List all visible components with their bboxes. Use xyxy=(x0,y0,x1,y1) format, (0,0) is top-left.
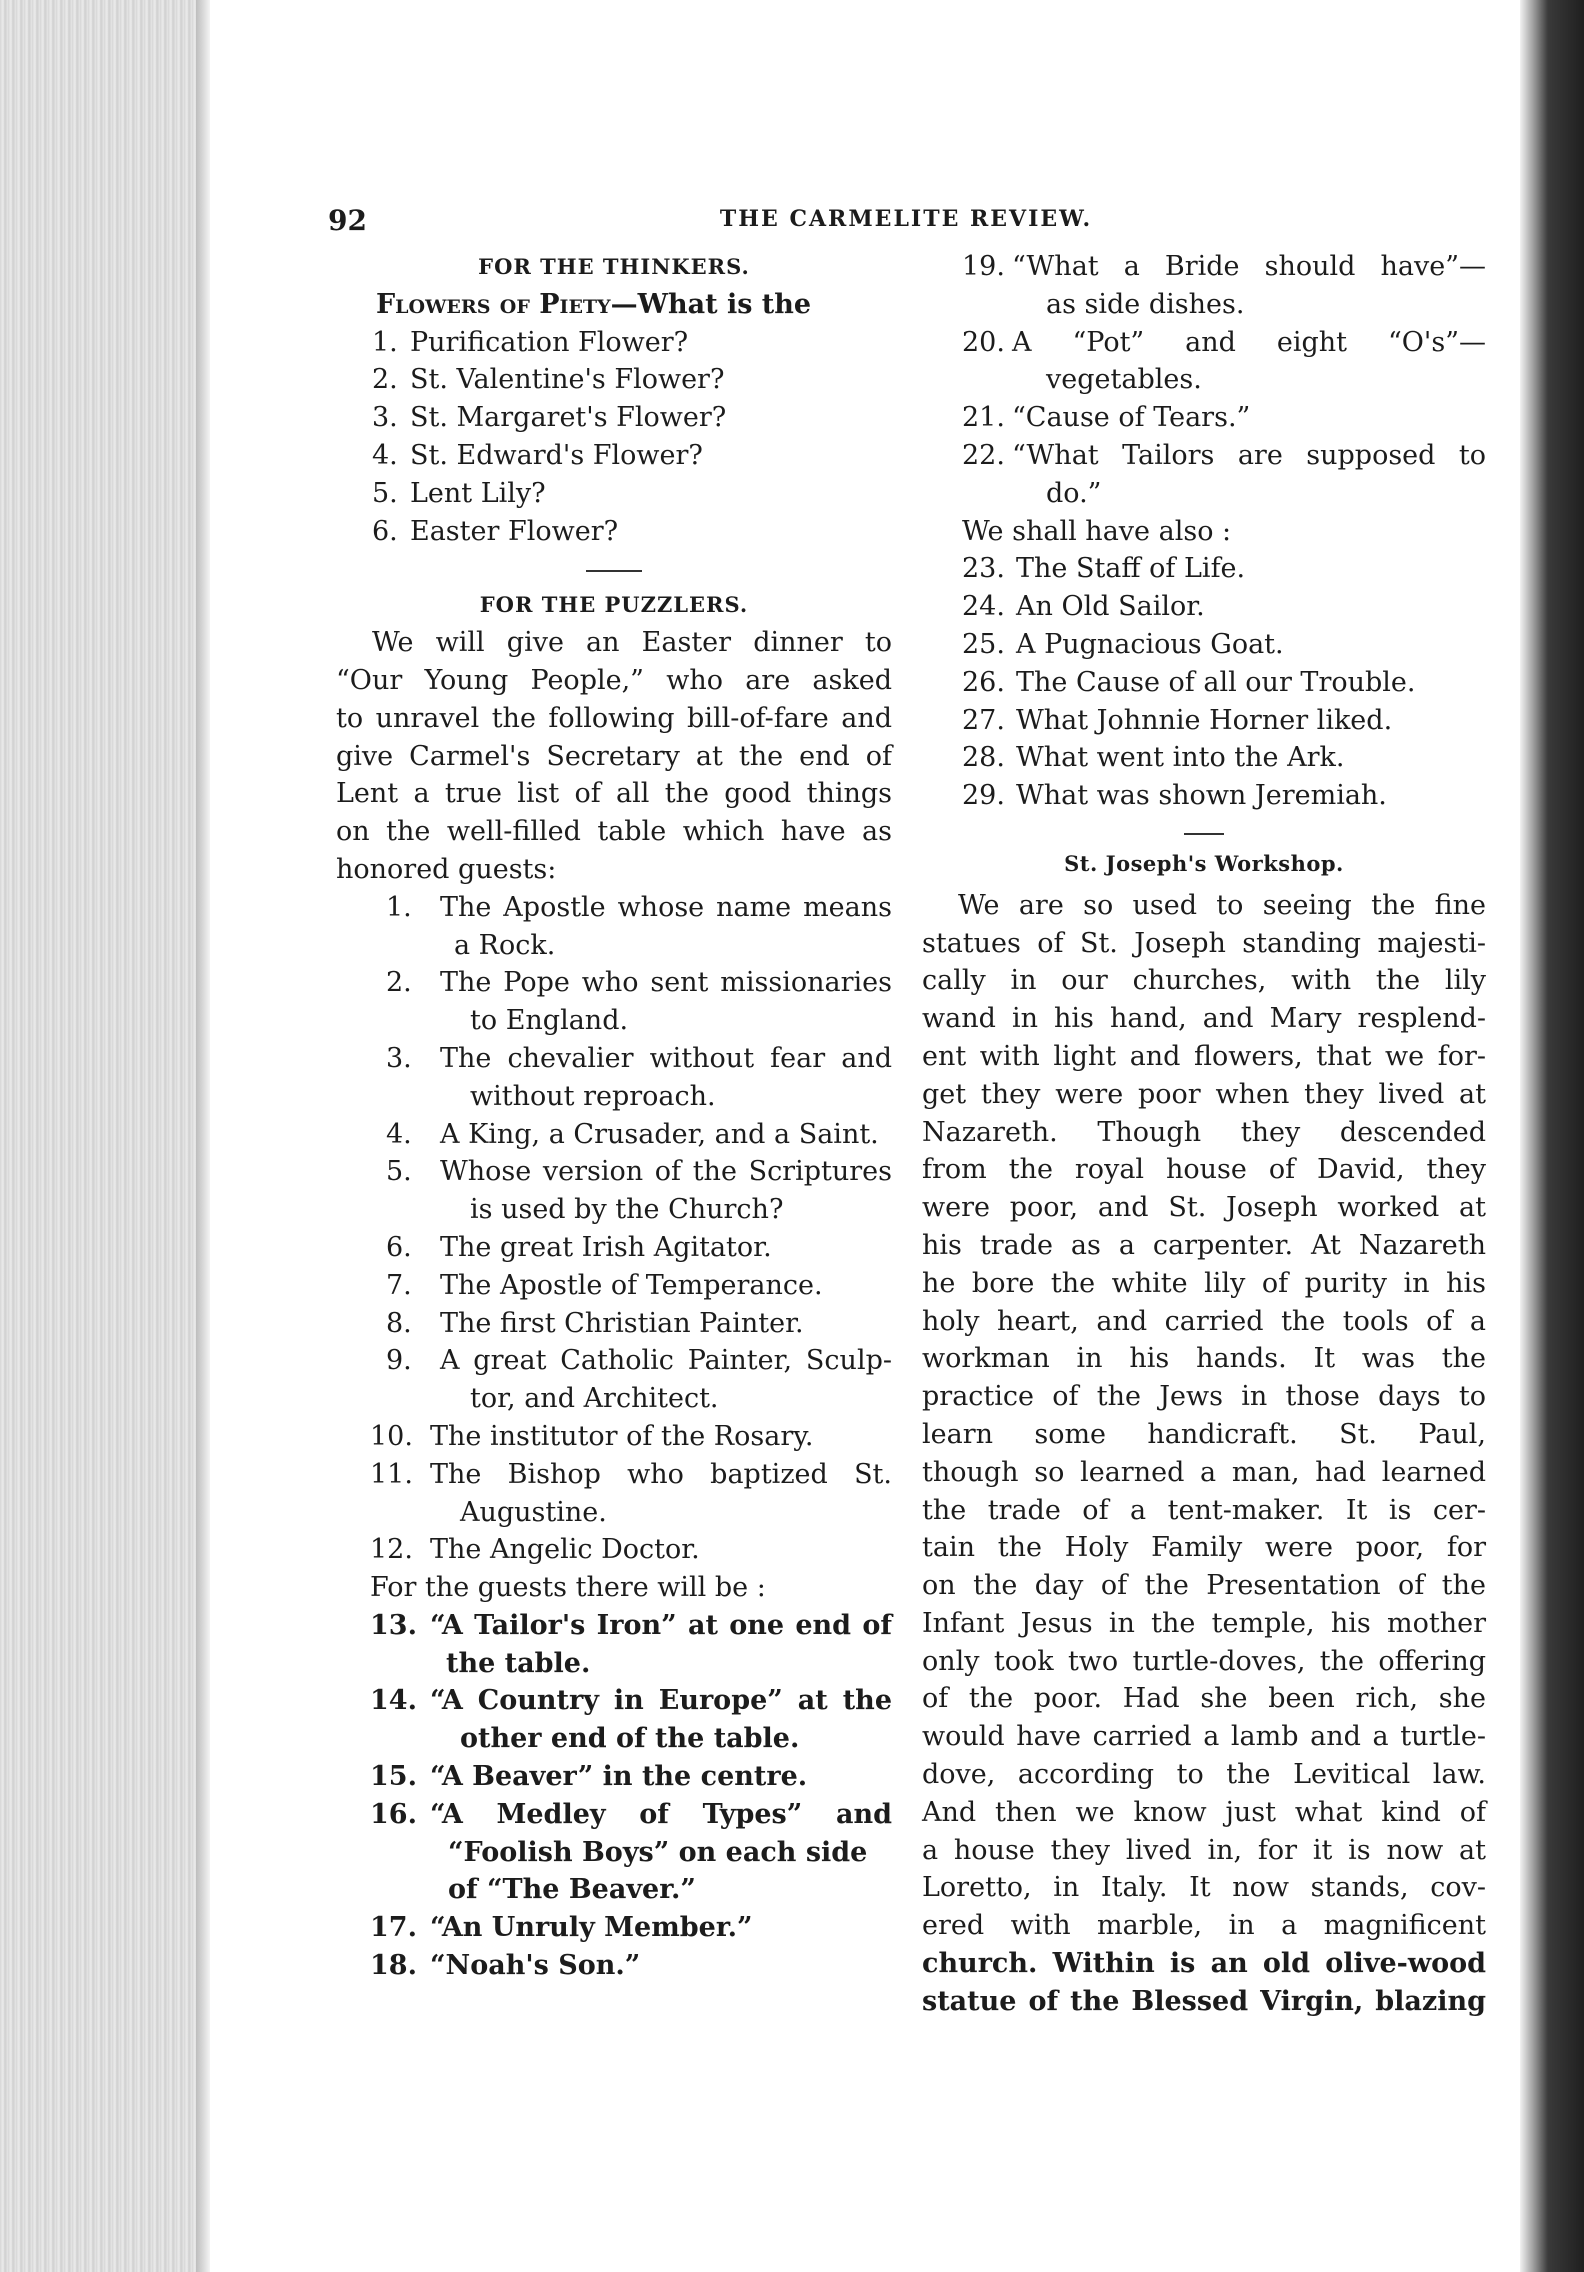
item-number: 21. xyxy=(962,402,1005,434)
list-item xyxy=(386,1342,892,1418)
item-text: A Pugnacious Goat. xyxy=(1016,628,1284,660)
text-line: And then we know just what kind of xyxy=(922,1796,1486,1828)
list-item xyxy=(370,1796,892,1909)
item-text: other end of the table. xyxy=(460,1723,800,1755)
item-number: 13. xyxy=(370,1609,417,1641)
item-number: 2. xyxy=(372,364,398,396)
text-line: ent with light and flowers, that we for- xyxy=(922,1040,1486,1072)
item-text: “Cause of Tears.” xyxy=(1012,402,1251,434)
item-text: What Johnnie Horner liked. xyxy=(1016,704,1393,736)
list-item xyxy=(386,1040,892,1116)
text-line: the trade of a tent-maker. It is cer- xyxy=(922,1494,1486,1526)
text-line: church. Within is an old olive-wood xyxy=(922,1948,1486,1980)
list-item xyxy=(386,1153,892,1229)
list-item xyxy=(370,1682,892,1758)
text-line: wand in his hand, and Mary resplend- xyxy=(922,1003,1486,1035)
dishes-list xyxy=(336,1607,892,1985)
item-text: is used by the Church? xyxy=(470,1194,784,1226)
item-number: 6. xyxy=(386,1231,412,1263)
text-line: ered with marble, in a magnificent xyxy=(922,1910,1486,1942)
item-text: A King, a Crusader, and a Saint. xyxy=(440,1118,879,1150)
dishes-list-continued xyxy=(922,248,1486,513)
list-item xyxy=(336,361,892,399)
text-line: holy heart, and carried the tools of a xyxy=(922,1305,1486,1337)
text-line: though so learned a man, had learned xyxy=(922,1456,1486,1488)
book-page-edges xyxy=(0,0,206,2272)
item-text: Whose version of the Scriptures xyxy=(440,1156,892,1188)
item-text: The Cause of all our Trouble. xyxy=(1016,666,1416,698)
item-text: “A Country in Europe” at the xyxy=(430,1685,892,1717)
item-number: 19. xyxy=(962,251,1005,282)
page-number: 92 xyxy=(328,204,367,237)
item-text: “What Tailors are supposed to xyxy=(1012,439,1486,471)
text-line: from the royal house of David, they xyxy=(922,1154,1486,1186)
list-item xyxy=(336,475,892,513)
item-text: The first Christian Painter. xyxy=(440,1307,804,1339)
text-line: a house they lived in, for it is now at xyxy=(922,1834,1486,1866)
item-number: 22. xyxy=(962,439,1005,471)
thinkers-intro-title: Flowers of Piety xyxy=(376,288,611,320)
item-text: St. Edward's Flower? xyxy=(410,439,703,471)
item-text: Purification Flower? xyxy=(410,326,689,358)
list-item xyxy=(962,399,1486,437)
item-text: Lent Lily? xyxy=(410,477,546,509)
list-item xyxy=(370,1758,892,1796)
list-item xyxy=(370,1418,892,1456)
item-text: The Pope who sent missionaries xyxy=(440,967,892,999)
journal-title: THE CARMELITE REVIEW. xyxy=(719,206,1093,232)
thinkers-heading: FOR THE THINKERS. xyxy=(478,254,750,279)
item-text: “An Unruly Member.” xyxy=(430,1912,753,1944)
item-text: do.” xyxy=(1046,477,1102,509)
item-text: to England. xyxy=(470,1005,629,1037)
item-number: 29. xyxy=(962,780,1005,812)
list-item xyxy=(962,437,1486,513)
item-number: 4. xyxy=(372,439,398,471)
text-line: to unravel the following bill-of-fare and xyxy=(336,702,892,734)
text-line: tain the Holy Family were poor, for xyxy=(922,1532,1486,1564)
item-number: 3. xyxy=(386,1042,412,1074)
thinkers-intro-rest: —What is the xyxy=(610,288,812,320)
list-item xyxy=(336,513,892,551)
item-text: The great Irish Agitator. xyxy=(440,1231,772,1263)
item-text: What went into the Ark. xyxy=(1016,742,1345,774)
item-number: 27. xyxy=(962,704,1005,736)
text-line: his trade as a carpenter. At Nazareth xyxy=(922,1229,1486,1261)
list-item xyxy=(962,248,1486,324)
list-item xyxy=(962,588,1486,626)
item-number: 8. xyxy=(386,1307,412,1339)
list-item xyxy=(962,626,1486,664)
item-number: 26. xyxy=(962,666,1005,698)
scanner-border xyxy=(1520,0,1584,2272)
item-number: 10. xyxy=(370,1420,413,1452)
guests-list-continued xyxy=(336,1418,892,1569)
item-text: “A Medley of Types” and xyxy=(430,1798,892,1830)
text-line: honored guests: xyxy=(336,853,557,885)
item-number: 25. xyxy=(962,628,1005,660)
item-number: 28. xyxy=(962,742,1005,774)
text-line: learn some handicraft. St. Paul, xyxy=(922,1418,1486,1450)
text-line: get they were poor when they lived at xyxy=(922,1078,1486,1110)
item-number: 24. xyxy=(962,591,1005,623)
item-number: 1. xyxy=(372,326,398,358)
item-number: 17. xyxy=(370,1912,417,1944)
gutter-shadow xyxy=(196,0,210,2272)
item-text: of “The Beaver.” xyxy=(448,1874,696,1906)
also-note: We shall have also : xyxy=(962,515,1232,547)
item-number: 5. xyxy=(372,477,398,509)
list-item xyxy=(962,550,1486,588)
item-number: 3. xyxy=(372,402,398,434)
item-text: The Apostle of Temperance. xyxy=(440,1269,823,1301)
item-text: “A Beaver” in the centre. xyxy=(430,1761,808,1793)
item-text: “Noah's Son.” xyxy=(430,1950,641,1982)
item-number: 9. xyxy=(386,1345,412,1377)
flowers-list xyxy=(336,324,892,551)
item-text: the table. xyxy=(446,1647,591,1679)
list-item xyxy=(386,1116,892,1154)
item-number: 20. xyxy=(962,326,1005,358)
item-text: a Rock. xyxy=(454,929,556,961)
item-number: 16. xyxy=(370,1798,417,1830)
workshop-heading: St. Joseph's Workshop. xyxy=(1064,850,1344,876)
list-item xyxy=(336,437,892,475)
text-line: he bore the white lily of purity in his xyxy=(922,1267,1486,1299)
item-text: A great Catholic Painter, Sculp- xyxy=(440,1345,892,1377)
text-line: give Carmel's Secretary at the end of xyxy=(336,740,892,772)
item-text: as side dishes. xyxy=(1046,288,1245,320)
puzzlers-heading: FOR THE PUZZLERS. xyxy=(479,592,749,618)
list-item xyxy=(370,1531,892,1569)
left-column xyxy=(336,248,892,1985)
item-text: St. Margaret's Flower? xyxy=(410,402,727,434)
section-divider xyxy=(586,570,642,572)
item-number: 4. xyxy=(386,1118,412,1150)
text-line: on the day of the Presentation of the xyxy=(922,1570,1486,1602)
item-text: St. Valentine's Flower? xyxy=(410,364,725,396)
item-number: 11. xyxy=(370,1458,413,1490)
text-line: We will give an Easter dinner to xyxy=(372,627,892,659)
text-line: dove, according to the Levitical law. xyxy=(922,1759,1486,1791)
list-item xyxy=(386,964,892,1040)
list-item xyxy=(336,399,892,437)
list-item xyxy=(336,324,892,362)
text-line: statues of St. Joseph standing majesti- xyxy=(922,927,1486,959)
workshop-paragraph xyxy=(922,887,1486,2021)
list-item xyxy=(962,702,1486,740)
item-text: The Bishop who baptized St. xyxy=(430,1458,892,1490)
list-item xyxy=(386,1305,892,1343)
text-line: on the well-filled table which have as xyxy=(336,816,892,848)
text-line: We are so used to seeing the fine xyxy=(958,889,1486,921)
item-number: 14. xyxy=(370,1685,417,1717)
item-text: without reproach. xyxy=(470,1080,716,1112)
item-text: vegetables. xyxy=(1046,364,1202,396)
item-text: Augustine. xyxy=(460,1496,607,1528)
list-item xyxy=(386,1229,892,1267)
text-line: Lent a true list of all the good things xyxy=(336,778,892,810)
list-item xyxy=(962,324,1486,400)
text-line: workman in his hands. It was the xyxy=(922,1343,1486,1375)
list-item xyxy=(386,1267,892,1305)
item-number: 12. xyxy=(370,1534,413,1566)
text-line: Infant Jesus in the temple, his mother xyxy=(922,1607,1486,1639)
list-item xyxy=(370,1456,892,1532)
text-line: practice of the Jews in those days to xyxy=(922,1381,1486,1413)
item-number: 23. xyxy=(962,553,1005,585)
item-text: “Foolish Boys” on each side xyxy=(448,1836,868,1868)
text-line: cally in our churches, with the lily xyxy=(922,965,1486,997)
item-text: The Angelic Doctor. xyxy=(430,1534,700,1566)
text-line: were poor, and St. Joseph worked at xyxy=(922,1192,1486,1224)
item-text: The institutor of the Rosary. xyxy=(430,1420,814,1452)
list-item xyxy=(962,664,1486,702)
list-item xyxy=(386,889,892,965)
text-line: Nazareth. Though they descended xyxy=(922,1116,1486,1148)
list-item xyxy=(962,777,1486,815)
item-text: “A Tailor's Iron” at one end of xyxy=(430,1609,892,1641)
item-text: tor, and Architect. xyxy=(470,1383,719,1415)
item-text: The Apostle whose name means xyxy=(440,891,892,923)
item-text: The Staff of Life. xyxy=(1016,553,1246,585)
item-number: 6. xyxy=(372,515,398,547)
item-number: 18. xyxy=(370,1950,417,1982)
item-text: An Old Sailor. xyxy=(1016,591,1205,623)
right-column xyxy=(922,248,1486,2021)
item-text: Easter Flower? xyxy=(410,515,619,547)
puzzlers-intro xyxy=(336,624,892,889)
text-line: statue of the Blessed Virgin, blazing xyxy=(922,1985,1486,2017)
list-item xyxy=(370,1607,892,1683)
text-line: Loretto, in Italy. It now stands, cov- xyxy=(922,1872,1486,1904)
list-item xyxy=(370,1909,892,1947)
text-line: only took two turtle-doves, the offering xyxy=(922,1645,1486,1677)
list-item xyxy=(370,1947,892,1985)
extras-list xyxy=(922,550,1486,815)
item-number: 5. xyxy=(386,1156,412,1188)
thinkers-intro xyxy=(336,286,892,324)
item-number: 15. xyxy=(370,1761,417,1793)
item-text: “What a Bride should have”— xyxy=(1012,251,1486,282)
item-text: A “Pot” and eight “O's”— xyxy=(1012,326,1486,358)
text-line: would have carried a lamb and a turtle- xyxy=(922,1721,1486,1753)
item-number: 1. xyxy=(386,891,412,923)
item-text: What was shown Jeremiah. xyxy=(1016,780,1387,812)
guests-note: For the guests there will be : xyxy=(370,1572,766,1604)
section-divider xyxy=(1184,833,1224,835)
text-line: “Our Young People,” who are asked xyxy=(336,664,892,696)
item-number: 2. xyxy=(386,967,412,999)
list-item xyxy=(962,739,1486,777)
running-head xyxy=(328,204,1484,244)
item-number: 7. xyxy=(386,1269,412,1301)
text-line: of the poor. Had she been rich, she xyxy=(922,1683,1486,1715)
item-text: The chevalier without fear and xyxy=(440,1042,892,1074)
guests-list xyxy=(336,889,892,1418)
